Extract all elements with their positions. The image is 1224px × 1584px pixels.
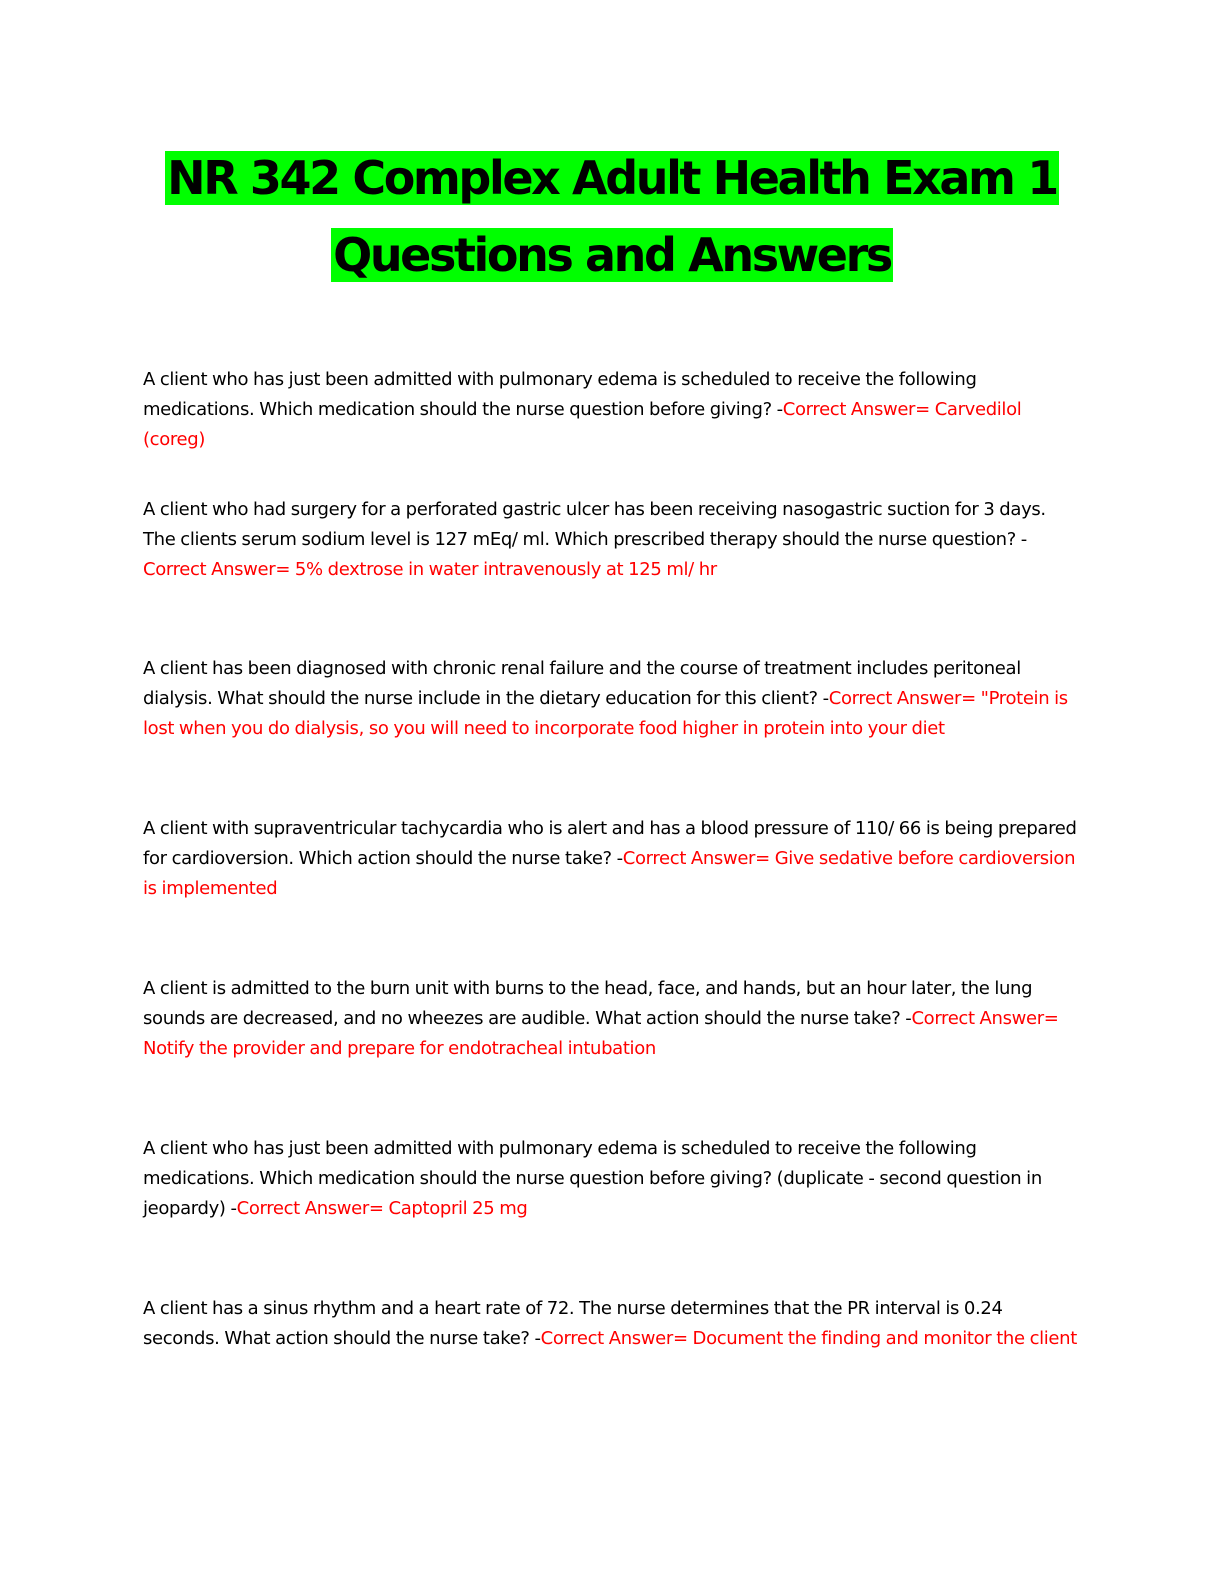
answer-text: Correct Answer= Carvedilol (coreg): [143, 399, 1022, 450]
qa-item-7: [143, 1294, 1083, 1354]
question-text: A client is admitted to the burn unit with burns to the head, face, and hands, but an hour later, the lung sounds are decreased, and no wheezes are audible. What action should the nurse take? -: [143, 978, 1033, 1029]
title-line-2: Questions and Answers: [333, 228, 891, 282]
question-text: A client who had surgery for a perforated gastric ulcer has been receiving nasogastric suction for 3 days. The clients serum sodium level is 127 mEq/ ml. Which prescribed therapy should the nurse question? -: [143, 499, 1046, 550]
qa-item-4: [143, 814, 1083, 904]
answer-text: Correct Answer= Document the finding and monitor the client: [540, 1328, 1077, 1349]
qa-item-6: [143, 1134, 1083, 1224]
qa-item-3: [143, 654, 1083, 744]
answer-text: Correct Answer= Notify the provider and prepare for endotracheal intubation: [143, 1008, 1059, 1059]
qa-item-2: [143, 495, 1083, 585]
question-text: A client has a sinus rhythm and a heart rate of 72. The nurse determines that the PR interval is 0.24 seconds. What action should the nurse take? -: [143, 1298, 1003, 1349]
question-text: A client has been diagnosed with chronic renal failure and the course of treatment includes peritoneal dialysis. What should the nurse include in the dietary education for this client? -: [143, 658, 1021, 709]
document-title: [0, 140, 1224, 294]
qa-item-5: [143, 974, 1083, 1064]
qa-item-1: [143, 365, 1083, 455]
answer-text: Correct Answer= Captopril 25 mg: [236, 1198, 528, 1219]
answer-text: Correct Answer= Give sedative before cardioversion is implemented: [143, 848, 1076, 899]
question-text: A client with supraventricular tachycardia who is alert and has a blood pressure of 110/ 66 is being prepared for cardioversion. Which action should the nurse take? -: [143, 818, 1077, 869]
answer-text: Correct Answer= "Protein is lost when you do dialysis, so you will need to incorporate food higher in protein into your diet: [143, 688, 1068, 739]
answer-text: Correct Answer= 5% dextrose in water intravenously at 125 ml/ hr: [143, 559, 717, 580]
title-line-1: NR 342 Complex Adult Health Exam 1: [167, 151, 1057, 205]
question-text: A client who has just been admitted with pulmonary edema is scheduled to receive the following medications. Which medication should the nurse question before giving? (duplicate - second question in jeopardy) -: [143, 1138, 1042, 1219]
question-text: A client who has just been admitted with pulmonary edema is scheduled to receive the following medications. Which medication should the nurse question before giving? -: [143, 369, 977, 420]
